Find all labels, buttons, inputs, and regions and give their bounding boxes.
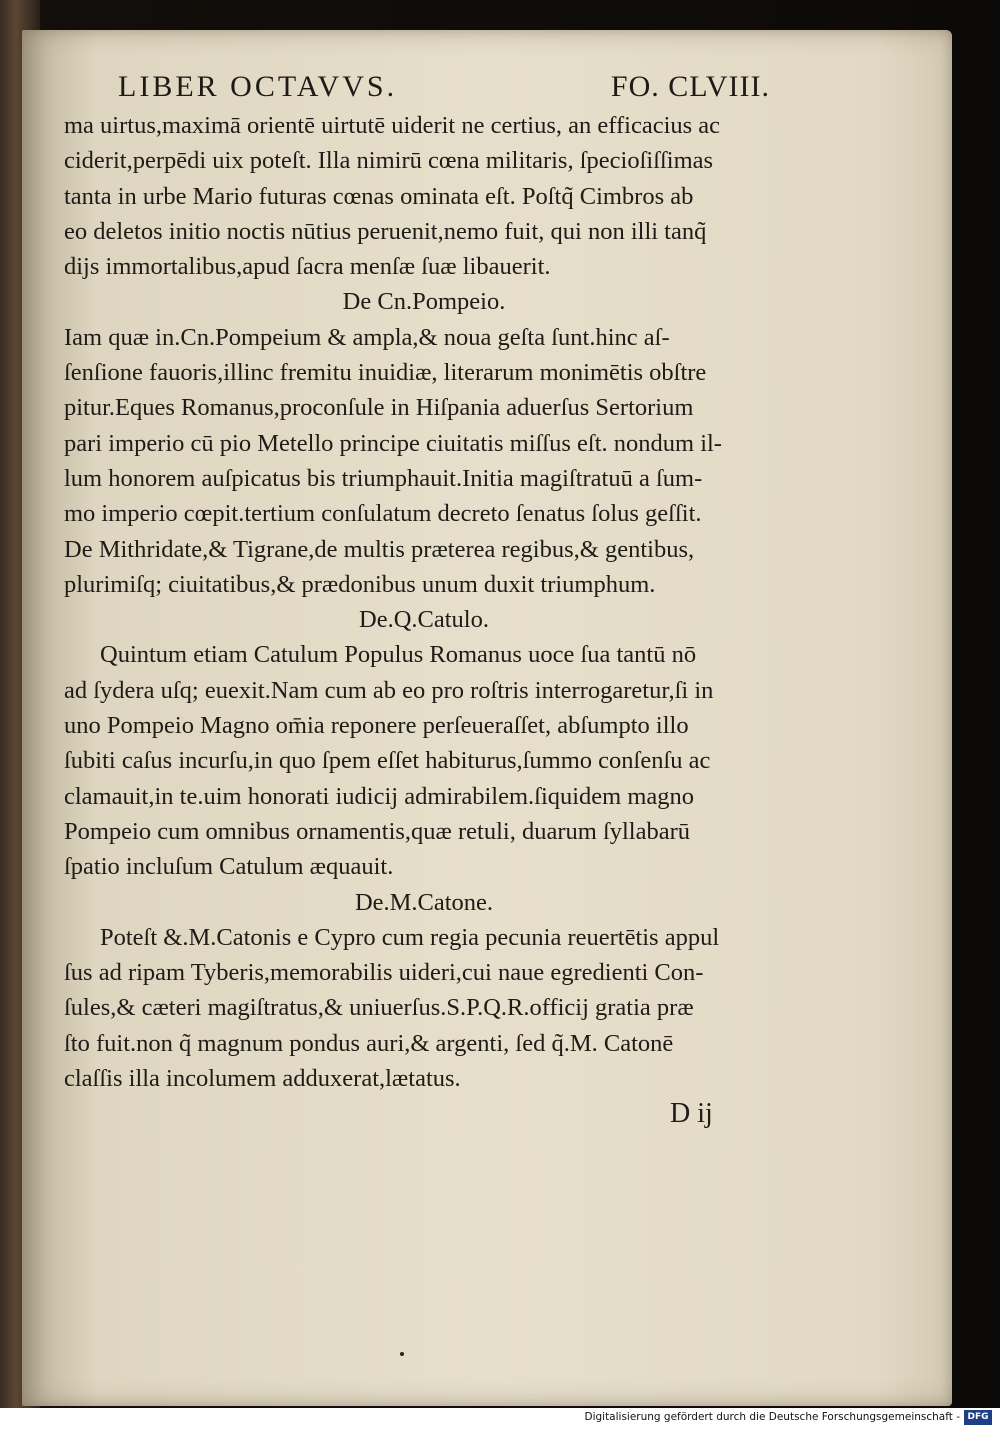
text-line: ma uirtus,maximā orientē uirtutē uiderit ne certius, an efficacius ac (64, 112, 721, 139)
text-line: ſus ad ripam Tyberis,memorabilis uideri,cui naue egredienti Con- (64, 959, 704, 987)
text-line: plurimiſq; ciuitatibus,& prædonibus unum duxit triumphum. (64, 570, 656, 598)
signature-mark: D ij (670, 1098, 713, 1129)
text-line: lum honorem auſpicatus bis triumphauit.Initia magiſtratuū a ſum- (64, 464, 703, 492)
text-line: Iam quæ in.Cn.Pompeium & ampla,& noua geſta ſunt.hinc aſ- (64, 323, 670, 351)
section-heading: De.Q.Catulo. (359, 606, 489, 634)
text-line: ciderit,perpēdi uix poteſt. Illa nimirū cœna militaris, ſpecioſiſſimas (64, 147, 714, 175)
text-line: dijs immortalibus,apud ſacra menſæ ſuæ libauerit. (64, 253, 551, 281)
text-line: claſſis illa incolumem adduxerat,lætatus. (64, 1065, 461, 1093)
folio-number: FO. CLVIII. (610, 70, 770, 103)
section-heading: De Cn.Pompeio. (342, 288, 506, 316)
text-line: clamauit,in te.uim honorati iudicij admirabilem.ſiquidem magno (64, 782, 695, 810)
ink-speck (400, 1352, 404, 1356)
footer-bar (0, 1408, 1000, 1429)
text-line: Poteſt &.M.Catonis e Cypro cum regia pecunia reuertētis appul (100, 923, 720, 951)
text-line: Pompeio cum omnibus ornamentis,quæ retuli, duarum ſyllabarū (64, 817, 691, 845)
dfg-logo: DFG (964, 1410, 992, 1425)
text-line: pari imperio cū pio Metello principe ciuitatis miſſus eſt. nondum il- (64, 429, 722, 457)
text-line: pitur.Eques Romanus,proconſule in Hiſpania aduerſus Sertorium (64, 394, 694, 422)
text-line: ſubiti caſus incurſu,in quo ſpem eſſet habiturus,ſummo conſenſu ac (64, 747, 711, 775)
section-heading: De.M.Catone. (354, 888, 494, 916)
text-line: eo deletos initio noctis nūtius peruenit,nemo fuit, qui non illi tanq̃ (64, 217, 707, 245)
main-text (64, 108, 784, 1096)
text-line: mo imperio cœpit.tertium conſulatum decreto ſenatus ſolus geſſit. (64, 500, 702, 528)
footer-credit: Digitalisierung gefördert durch die Deutsche Forschungsgemeinschaft - (584, 1411, 960, 1423)
text-line: tanta in urbe Mario futuras cœnas ominata eſt. Poſtq̃ Cimbros ab (64, 182, 694, 210)
text-line: ad ſydera uſq; euexit.Nam cum ab eo pro roſtris interrogaretur,ſi in (64, 676, 714, 704)
text-line: ſules,& cæteri magiſtratus,& uniuerſus.S.P.Q.R.officij gratia præ (64, 994, 694, 1022)
text-line: ſto fuit.non q̃ magnum pondus auri,& argenti, ſed q̃.M. Catonē (64, 1029, 674, 1057)
text-line: ſpatio incluſum Catulum æquauit. (64, 853, 394, 881)
text-line: De Mithridate,& Tigrane,de multis præterea regibus,& gentibus, (64, 535, 695, 563)
running-title: LIBER OCTAVVS. (118, 70, 398, 103)
text-line: Quintum etiam Catulum Populus Romanus uoce ſua tantū nō (100, 641, 697, 669)
text-line: uno Pompeio Magno om̄ia reponere perſeueraſſet, abſumpto illo (64, 712, 689, 740)
text-line: ſenſione fauoris,illinc fremitu inuidiæ, literarum monimētis obſtre (64, 359, 707, 387)
